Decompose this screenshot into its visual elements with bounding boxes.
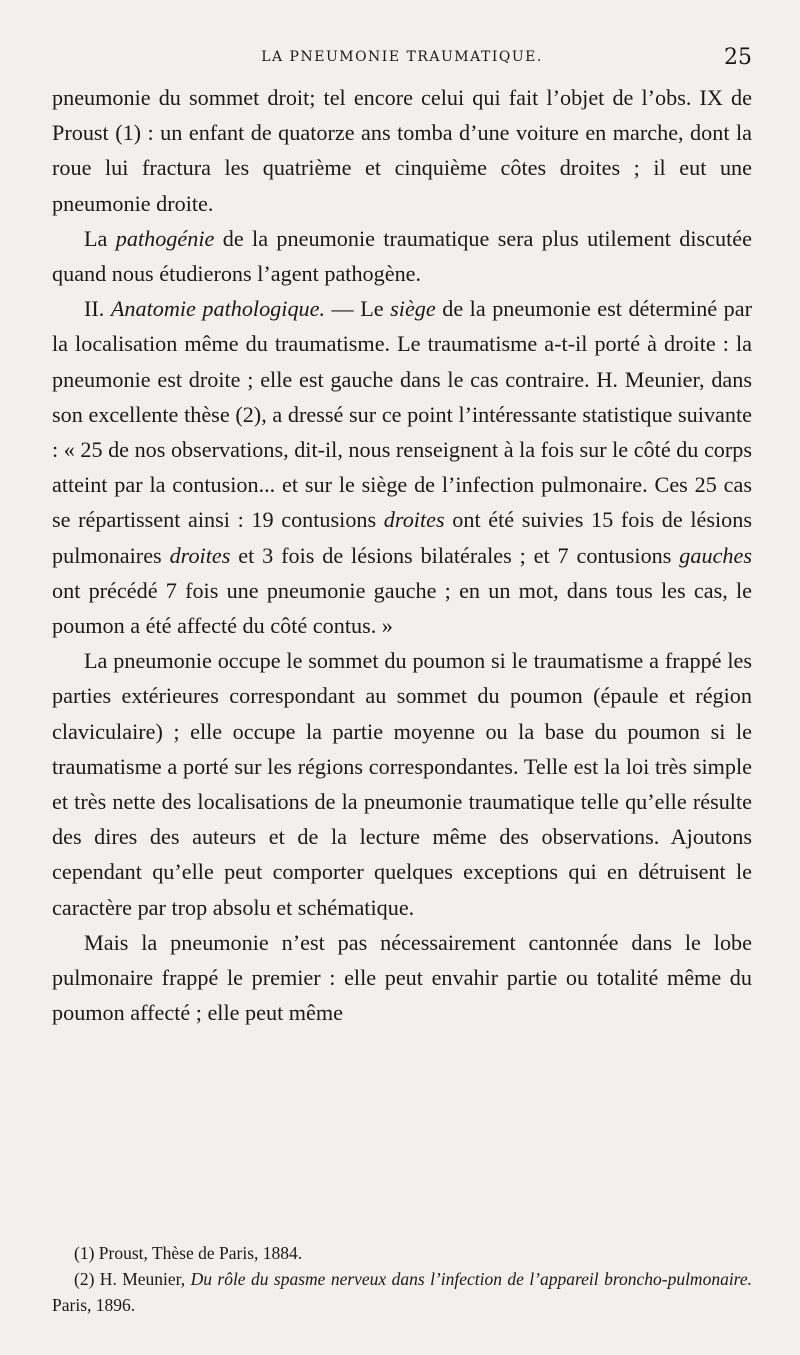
footnote-title-italic: Du rôle du spasme nerveux dans l’infection de l’appareil broncho-pulmonaire. [190,1269,752,1289]
text-run: — Le [325,296,391,322]
paragraph-localisation [52,643,752,925]
footnote-text: (2) H. Meunier, [74,1269,191,1289]
footnote-2 [52,1266,752,1318]
body-text [52,80,752,1030]
footnotes [52,1240,752,1318]
text-run: ont été suivies 15 fois de lésions pulmonaires [52,507,752,568]
text-run: ont précédé 7 fois une pneumonie gauche ; en un mot, dans tous les cas, le poumon a été affecté du côté contus. » [52,577,752,639]
section-heading-italic: Anatomie pathologique. [110,296,326,322]
text-run: II. [84,296,111,322]
paragraph-extension [52,925,752,1031]
text-run: de la pneumonie traumatique sera plus utilement discutée quand nous étudierons l’agent pathogène. [52,225,752,287]
paragraph-text: La pneumonie occupe le sommet du poumon si le traumatisme a frappé les parties extérieures correspondant au sommet du poumon (épaule et région claviculaire) ; elle occupe la partie moyenne ou la base du poumon si le traumatisme a porté sur les régions correspondantes. Telle est la loi très simple et très nette des localisations de la pneumonie traumatique telle qu’elle résulte des dires des auteurs et de la lecture même des observations. Ajoutons cependant qu’elle peut comporter quelques exceptions qui en détruisent le caractère par trop absolu et schématique. [52,648,752,920]
text-run: et 3 fois de lésions bilatérales ; et 7 contusions [230,542,680,568]
italic-term: pathogénie [115,225,215,251]
text-run: La [84,225,116,251]
paragraph-text: pneumonie du sommet droit; tel encore celui qui fait l’objet de l’obs. IX de Proust (1) : un enfant de quatorze ans tomba d’une voiture en marche, dont la roue lui fractura les quatrième et cinquième côtes droites ; il eut une pneumonie droite. [52,85,752,216]
running-title: LA PNEUMONIE TRAUMATIQUE. [261,49,543,65]
running-head [52,45,752,71]
paragraph-text: Mais la pneumonie n’est pas nécessairement cantonnée dans le lobe pulmonaire frappé le premier : elle peut envahir partie ou totalité même du poumon affecté ; elle peut même [52,929,752,1026]
footnote-text: (1) Proust, Thèse de Paris, 1884. [74,1243,303,1263]
italic-term: droites [169,542,231,568]
paragraph-anatomie [52,291,752,643]
paragraph-pathogenie [52,221,752,291]
text-run: de la pneumonie est déterminé par la localisation même du traumatisme. Le traumatisme a-t-il porté à droite : la pneumonie est droite ; elle est gauche dans le cas contraire. H. Meunier, dans son excellente thèse (2), a dressé sur ce point l’intéressante statistique suivante : « 25 de nos observations, dit-il, nous renseignent à la fois sur le côté du corps atteint par la contusion... et sur le siège de l’infection pulmonaire. Ces 25 cas se répartissent ainsi : 19 contusions [52,296,753,533]
italic-term: gauches [679,542,752,568]
italic-term: siège [390,296,436,322]
footnote-text: Paris, 1896. [52,1295,136,1315]
paragraph-continuation [52,80,752,221]
italic-term: droites [383,507,445,533]
footnote-1 [52,1240,752,1266]
page-number: 25 [724,45,752,70]
